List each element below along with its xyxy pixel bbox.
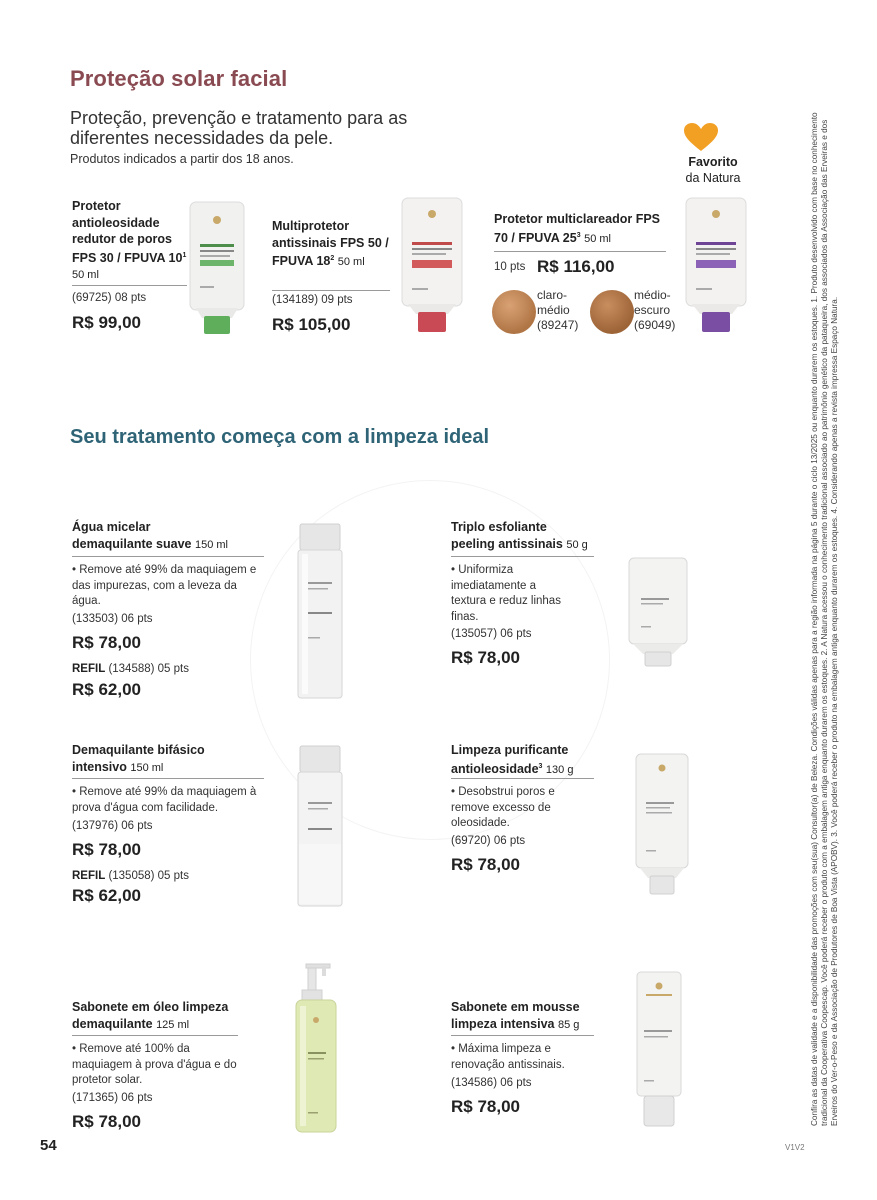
refil-label: REFIL	[72, 870, 106, 882]
heart-icon	[683, 122, 719, 152]
legal-sidebar	[808, 96, 860, 1126]
product-image-sunscreen-green	[188, 200, 246, 336]
product-code: (171365) 06 pts	[72, 1092, 153, 1104]
product-code: (134586) 06 pts	[451, 1077, 532, 1089]
product-name-line2: demaquilante	[72, 1016, 153, 1031]
divider	[72, 1035, 238, 1036]
shade-code: (69049)	[634, 318, 676, 332]
product-image-sunscreen-red	[400, 196, 464, 336]
legal-footnotes: Confira as datas de validade e a disponibilidade das promoções com seu(sua) Consultor(a) de Beleza. Condições válidas apenas para a região informada na página 5 durante o ciclo 13/2025 ou enquanto durarem os estoques. 1. Produto desenvolvido com base no conhecimento tradicional da Cooperativa Coopescap. Você poderá receber o produto com a embalagem antiga enquanto durarem os estoques. 2. A Natura acessou o conhecimento tradicional associado ao patrimônio genético da pataqueira, dos associados da Associação das Erveiras e dos Erveiros do Ver-o-Peso e da Associação de Produtores de Boa Vista (APOBV). 3. Você poderá receber o produto na embalagem antiga enquanto durarem os estoques. 4. Considerando apenas a revista impressa Espaço Natura.	[810, 112, 839, 1126]
shade-label	[537, 288, 587, 333]
product-price: R$ 78,00	[72, 1112, 141, 1131]
product-size: 50 ml	[584, 232, 611, 245]
favorite-line2: da Natura	[685, 171, 741, 185]
footnote-mark: 3	[538, 762, 543, 770]
product-image-sunscreen-purple	[684, 196, 748, 336]
section-title-sun: Proteção solar facial	[70, 66, 288, 91]
product-name-line2: peeling antissinais	[451, 536, 563, 551]
refil-price: R$ 62,00	[72, 680, 141, 699]
product-size: 150 ml	[130, 761, 164, 774]
shade-name: claro-médio	[537, 288, 570, 317]
product-image-cleansing-oil-bottle	[282, 962, 346, 1134]
product-title	[72, 519, 272, 553]
product-size: 125 ml	[156, 1018, 190, 1031]
divider	[451, 778, 594, 779]
product-price: R$ 99,00	[72, 313, 141, 332]
divider	[272, 290, 390, 291]
product-title	[494, 211, 674, 247]
product-name-line2: limpeza intensiva	[451, 1016, 555, 1031]
product-benefit: • Remove até 100% da maquiagem à prova d'água e do protetor solar.	[72, 1043, 237, 1086]
refil-code: (134588) 05 pts	[108, 663, 189, 675]
product-image-mousse-bottle	[634, 970, 684, 1130]
section-subtitle: Proteção, prevenção e tratamento para as diferentes necessidades da pele.	[70, 108, 408, 148]
product-benefit: • Remove até 99% da maquiagem à prova d'água com facilidade.	[72, 786, 257, 814]
product-benefit: • Desobstrui poros e remove excesso de oleosidade.	[451, 786, 555, 829]
divider	[72, 556, 264, 557]
product-name: Protetor antioleosidade redutor de poros FPS 30 / FPUVA 10	[72, 199, 183, 265]
product-code: (134189) 09 pts	[272, 294, 353, 306]
product-image-micellar-bottle	[294, 522, 346, 700]
favorite-label	[668, 154, 758, 186]
footnote-mark: 1	[182, 251, 187, 259]
divider	[72, 778, 264, 779]
product-title	[272, 218, 390, 271]
divider	[451, 1035, 594, 1036]
product-price: R$ 78,00	[451, 1097, 520, 1116]
product-image-exfoliant-tube	[627, 556, 689, 668]
product-benefit: • Máxima limpeza e renovação antissinais.	[451, 1043, 565, 1071]
product-name-line2: intensivo	[72, 759, 127, 774]
refil-label: REFIL	[72, 663, 106, 675]
product-name-line2: antioleosidade	[451, 761, 539, 776]
product-protetor-antioleosidade	[72, 198, 187, 284]
product-price: R$ 78,00	[451, 855, 520, 874]
favorite-line1: Favorito	[688, 155, 738, 169]
product-price: R$ 116,00	[537, 257, 615, 276]
product-price: R$ 78,00	[451, 648, 520, 667]
product-code: (69725) 08 pts	[72, 292, 147, 304]
product-title	[72, 198, 187, 284]
product-size: 50 ml	[337, 256, 365, 269]
age-note: Produtos indicados a partir dos 18 anos.	[70, 152, 294, 166]
product-image-purifying-tube	[634, 752, 690, 896]
product-size: 150 ml	[194, 538, 229, 551]
footnote-mark: 3	[576, 231, 581, 239]
product-size: 130 g	[545, 763, 574, 776]
product-multiclareador	[494, 211, 674, 247]
product-code: (133503) 06 pts	[72, 613, 153, 625]
product-name: Protetor multiclareador FPS 70 / FPUVA 25	[494, 212, 661, 245]
refil-price: R$ 62,00	[72, 886, 141, 905]
shade-code: (89247)	[537, 318, 579, 332]
product-image-biphasic-bottle	[294, 744, 346, 908]
divider	[494, 251, 666, 252]
page-number: 54	[40, 1137, 57, 1154]
product-size: 85 g	[558, 1018, 580, 1031]
shade-label	[634, 288, 684, 333]
product-name-line1: Demaquilante bifásico	[72, 743, 205, 757]
refil-info	[72, 663, 189, 675]
product-size: 50 ml	[72, 269, 99, 282]
version-code: V1V2	[785, 1143, 805, 1152]
product-size: 50 g	[566, 538, 588, 551]
product-benefit: • Uniformiza imediatamente a textura e reduz linhas finas.	[451, 564, 561, 623]
product-multiprotetor	[272, 218, 390, 271]
product-price: R$ 105,00	[272, 315, 351, 334]
product-name-line1: Triplo esfoliante	[451, 520, 547, 534]
product-title	[451, 999, 651, 1033]
section-title-cleansing: Seu tratamento começa com a limpeza ideal	[70, 426, 490, 448]
product-name-line1: Sabonete em óleo limpeza	[72, 1000, 229, 1014]
footnote-mark: 2	[330, 255, 335, 262]
product-pts: 10 pts	[494, 261, 526, 273]
divider	[72, 285, 187, 286]
product-price: R$ 78,00	[72, 840, 141, 859]
product-code: (137976) 06 pts	[72, 820, 153, 832]
product-name: Multiprotetor antissinais FPS 50 / FPUVA 18	[272, 219, 389, 269]
product-title	[72, 999, 272, 1033]
product-title	[451, 742, 651, 778]
product-code: (135057) 06 pts	[451, 628, 532, 640]
shade-swatch-medio-escuro	[590, 290, 634, 334]
shade-name: médio-escuro	[634, 288, 671, 317]
shade-swatch-claro-medio	[492, 290, 536, 334]
product-name-line1: Água micelar	[72, 520, 151, 534]
product-name-line1: Sabonete em mousse	[451, 1000, 580, 1014]
product-price: R$ 78,00	[72, 633, 141, 652]
product-title	[72, 742, 272, 776]
refil-code: (135058) 05 pts	[108, 870, 189, 882]
product-code: (69720) 06 pts	[451, 835, 526, 847]
product-benefit: • Remove até 99% da maquiagem e das impurezas, com a leveza da água.	[72, 564, 257, 607]
product-name-line1: Limpeza purificante	[451, 743, 569, 757]
product-name-line2: demaquilante suave	[72, 536, 192, 551]
product-title	[451, 519, 651, 553]
refil-info	[72, 870, 189, 882]
divider	[451, 556, 594, 557]
